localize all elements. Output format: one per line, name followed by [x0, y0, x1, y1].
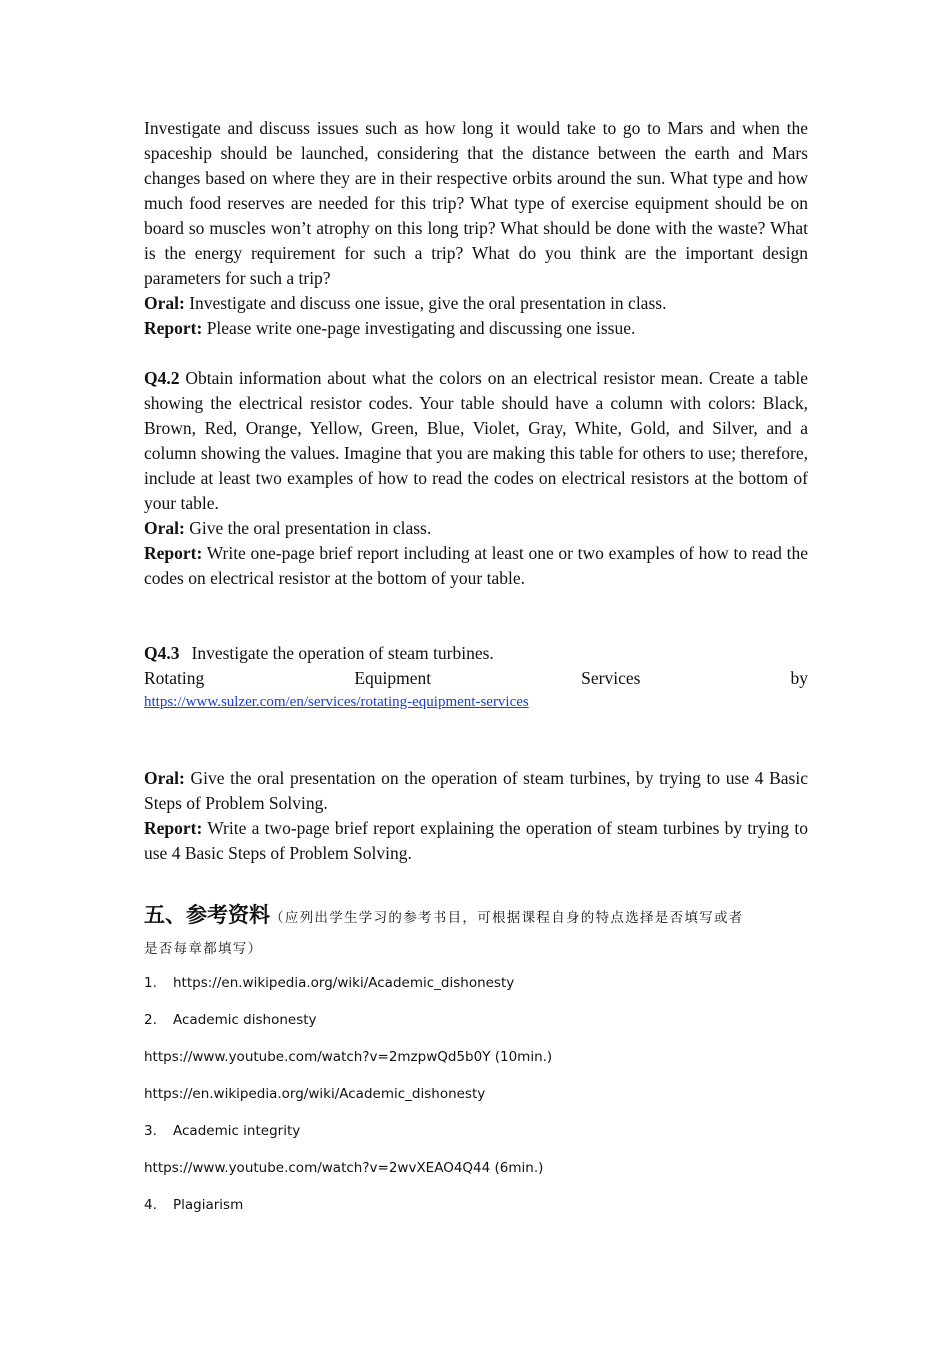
oral-label: Oral: — [144, 293, 185, 313]
reference-item — [144, 1113, 808, 1150]
oral-text: Investigate and discuss one issue, give the oral presentation in class. — [184, 293, 667, 313]
reference-text[interactable]: https://en.wikipedia.org/wiki/Academic_dishonesty — [144, 1086, 486, 1102]
q42-report — [144, 541, 808, 591]
mars-oral — [144, 291, 808, 316]
references-note: （应列出学生学习的参考书目，可根据课程自身的特点选择是否填写或者 — [270, 910, 744, 926]
oral-label: Oral: — [144, 768, 185, 788]
references-title — [144, 900, 808, 933]
reference-item — [144, 1150, 808, 1187]
reference-text[interactable]: https://en.wikipedia.org/wiki/Academic_dishonesty — [173, 975, 515, 991]
references-heading: 五、参考资料 — [144, 903, 270, 927]
word-equipment: Equipment — [354, 668, 432, 688]
q42-label: Q4.2 — [144, 368, 180, 388]
reference-text[interactable]: https://www.youtube.com/watch?v=2mzpwQd5b0Y (10min.) — [144, 1049, 553, 1065]
report-text: Write a two-page brief report explaining the operation of steam turbines by trying to use 4 Basic Steps of Problem Solving. — [144, 818, 808, 863]
reference-number: 2. — [144, 1012, 157, 1028]
reference-text: Academic integrity — [173, 1123, 301, 1139]
report-text: Write one-page brief report including at least one or two examples of how to read the codes on electrical resistor at the bottom of your table. — [144, 543, 808, 588]
q42-paragraph — [144, 366, 808, 516]
page-content — [144, 116, 808, 1224]
mars-paragraph: Investigate and discuss issues such as how long it would take to go to Mars and when the spaceship should be launched, considering that the distance between the earth and Mars changes based on where they are in their respective orbits around the sun. What type and how much food reserves are needed for this trip? What type of exercise equipment should be on board so muscles won’t atrophy on this long trip? What should be done with the waste? What is the energy requirement for such a trip? What do you think are the important design parameters for such a trip? — [144, 118, 808, 288]
sulzer-link[interactable]: https://www.sulzer.com/en/services/rotating-equipment-services — [144, 694, 529, 710]
q43-oral — [144, 766, 808, 816]
mars-report — [144, 316, 808, 341]
q43-label: Q4.3 — [144, 643, 180, 663]
reference-text: Academic dishonesty — [173, 1012, 317, 1028]
q43-heading — [144, 641, 808, 666]
q42-text: Obtain information about what the colors on an electrical resistor mean. Create a table showing the electrical resistor codes. Your table should have a column with colors: Black, Brown, Red, Orange, Yellow, Green, Blue, Violet, Gray, White, Gold, and Silver, and a column showing the values. Imagine that you are making this table for others to use; therefore, include at least two examples of how to read the codes on electrical resistors at the bottom of your table. — [144, 368, 808, 513]
q42-oral — [144, 516, 808, 541]
report-label: Report: — [144, 318, 203, 338]
reference-item — [144, 1187, 808, 1224]
word-services: Services — [581, 668, 641, 688]
word-rotating: Rotating — [144, 668, 205, 688]
report-text: Please write one-page investigating and discussing one issue. — [202, 318, 636, 338]
reference-item — [144, 1076, 808, 1113]
references-note-cont: 是否每章都填写） — [144, 941, 263, 957]
oral-text: Give the oral presentation in class. — [184, 518, 432, 538]
reference-number: 3. — [144, 1123, 157, 1139]
q43-report — [144, 816, 808, 866]
word-by: by — [790, 668, 808, 688]
reference-text[interactable]: https://www.youtube.com/watch?v=2wvXEAO4Q44 (6min.) — [144, 1160, 544, 1176]
reference-item — [144, 1039, 808, 1076]
report-label: Report: — [144, 818, 203, 838]
oral-label: Oral: — [144, 518, 185, 538]
reference-item — [144, 965, 808, 1002]
oral-text: Give the oral presentation on the operation of steam turbines, by trying to use 4 Basic Steps of Problem Solving. — [144, 768, 808, 813]
q43-text: Investigate the operation of steam turbines. — [191, 643, 494, 663]
reference-number: 1. — [144, 975, 157, 991]
reference-number: 4. — [144, 1197, 157, 1213]
rotating-equipment-line — [144, 666, 808, 691]
reference-text: Plagiarism — [173, 1197, 244, 1213]
reference-item — [144, 1002, 808, 1039]
report-label: Report: — [144, 543, 203, 563]
